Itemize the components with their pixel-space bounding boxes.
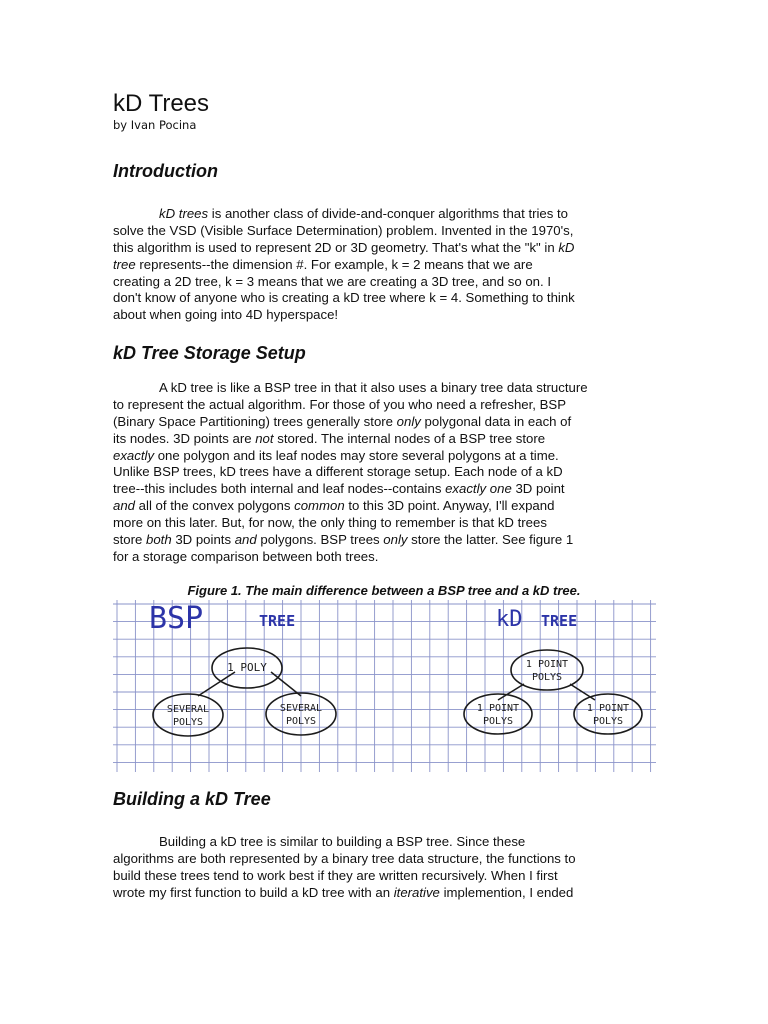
text-run: to this 3D point. Anyway, I'll expand: [344, 498, 555, 514]
text-run: represents--the dimension #. For example, k = 2 means that we are: [135, 256, 533, 272]
kd-right-leaf-text-2: POLYS: [592, 716, 624, 727]
bsp-left-leaf-text-2: POLYS: [172, 717, 204, 728]
italic-text: kD trees: [159, 206, 209, 221]
kd-root-text-1: 1 POINT: [525, 659, 569, 670]
text-run: store the latter. See figure 1: [407, 532, 574, 548]
paragraph-line: [113, 257, 658, 274]
text-run: all of the convex polygons: [135, 498, 295, 514]
bsp-tree-label: TREE: [259, 612, 296, 630]
paragraph-line: [113, 307, 658, 324]
paragraph-line: [113, 274, 658, 291]
paragraph-building-kd-tree: [113, 834, 658, 902]
text-run: implemention, I ended: [439, 884, 574, 900]
heading-introduction: Introduction: [113, 161, 218, 181]
figure-sketch-svg: [113, 600, 656, 772]
heading-building-kd-tree: Building a kD Tree: [113, 789, 271, 809]
text-run: tree--this includes both internal and leaf nodes--contains: [113, 481, 446, 497]
text-run: is another class of divide-and-conquer algorithms that tries to: [208, 206, 569, 221]
text-run: don't know of anyone who is creating a kD tree where k = 4. Something to think: [113, 290, 575, 306]
text-run: polygons. BSP trees: [256, 532, 384, 548]
paragraph-line: [113, 431, 658, 448]
text-run: one polygon and its leaf nodes may store several polygons at a time.: [154, 447, 559, 463]
paragraph-line: [113, 498, 658, 515]
text-run: more on this later. But, for now, the only thing to remember is that kD trees: [113, 515, 547, 531]
heading-storage-setup: kD Tree Storage Setup: [113, 343, 306, 363]
paragraph-line: [113, 885, 658, 902]
bsp-left-leaf-node: [153, 694, 223, 736]
italic-text: kD: [558, 239, 575, 255]
bsp-title-label: BSP: [149, 601, 204, 636]
paragraph-line: [113, 532, 658, 549]
text-run: this algorithm is used to represent 2D or 3D geometry. That's what the "k" in: [113, 239, 559, 255]
italic-text: both: [145, 532, 172, 548]
author-byline: by Ivan Pocina: [113, 118, 197, 132]
paragraph-introduction: [113, 206, 658, 324]
paragraph-line: [113, 448, 658, 465]
figure-caption: Figure 1. The main difference between a BSP tree and a kD tree.: [187, 583, 581, 598]
text-run: 3D point: [511, 481, 565, 497]
paragraph-line: [113, 397, 658, 414]
italic-text: iterative: [393, 884, 440, 900]
kd-tree-label: TREE: [541, 612, 578, 630]
text-run: to represent the actual algorithm. For those of you who need a refresher, BSP: [113, 396, 567, 412]
italic-text: only: [383, 532, 408, 548]
text-run: algorithms are both represented by a binary tree data structure, the functions to: [113, 850, 576, 866]
kd-left-leaf-text-1: 1 POINT: [476, 703, 520, 714]
text-run: store: [113, 532, 146, 548]
text-run: stored. The internal nodes of a BSP tree store: [273, 430, 546, 446]
paragraph-line: [113, 464, 658, 481]
paragraph-line: [113, 206, 658, 223]
text-run: about when going into 4D hyperspace!: [113, 307, 339, 323]
italic-text: exactly: [113, 447, 155, 463]
paragraph-line: [113, 868, 658, 885]
paragraph-line: [113, 290, 658, 307]
kd-right-leaf-text-1: 1 POINT: [586, 703, 630, 714]
paragraph-line: [113, 834, 658, 851]
text-run: 3D points: [171, 532, 235, 548]
paragraph-line: [113, 414, 658, 431]
bsp-right-leaf-text-1: SEVERAL: [279, 703, 323, 714]
text-run: build these trees tend to work best if they are written recursively. When I first: [113, 867, 558, 883]
paragraph-line: [113, 380, 658, 397]
text-run: its nodes. 3D points are: [113, 430, 256, 446]
text-run: Building a kD tree is similar to building a BSP tree. Since these: [159, 834, 526, 849]
text-run: wrote my first function to build a kD tree with an: [113, 884, 394, 900]
text-run: polygonal data in each of: [420, 413, 572, 429]
italic-text: exactly one: [445, 481, 512, 497]
paragraph-storage-setup: [113, 380, 658, 566]
italic-text: only: [396, 413, 421, 429]
bsp-root-text: 1 POLY: [227, 661, 267, 674]
text-run: Unlike BSP trees, kD trees have a different storage setup. Each node of a kD: [113, 464, 563, 480]
italic-text: common: [294, 498, 345, 514]
paragraph-line: [113, 223, 658, 240]
italic-text: tree: [113, 256, 136, 272]
bsp-right-leaf-text-2: POLYS: [285, 716, 317, 727]
paragraph-line: [113, 851, 658, 868]
document-title: kD Trees: [113, 90, 210, 117]
paragraph-line: [113, 515, 658, 532]
figure-1-tree-sketch: [113, 600, 656, 772]
text-run: solve the VSD (Visible Surface Determination) problem. Invented in the 1970's,: [113, 222, 574, 238]
text-run: creating a 2D tree, k = 3 means that we are creating a 3D tree, and so on. I: [113, 273, 551, 289]
text-run: for a storage comparison between both trees.: [113, 548, 379, 564]
paragraph-line: [113, 549, 658, 566]
kd-left-leaf-text-2: POLYS: [482, 716, 514, 727]
italic-text: and: [234, 532, 257, 548]
kd-root-text-2: POLYS: [531, 672, 563, 683]
paragraph-line: [113, 481, 658, 498]
kd-title-label: kD: [496, 607, 523, 632]
text-run: A kD tree is like a BSP tree in that it also uses a binary tree data structure: [159, 380, 588, 395]
italic-text: not: [255, 430, 274, 446]
text-run: (Binary Space Partitioning) trees generally store: [113, 413, 397, 429]
bsp-left-leaf-text-1: SEVERAL: [166, 704, 210, 715]
italic-text: and: [113, 498, 136, 514]
paragraph-line: [113, 240, 658, 257]
